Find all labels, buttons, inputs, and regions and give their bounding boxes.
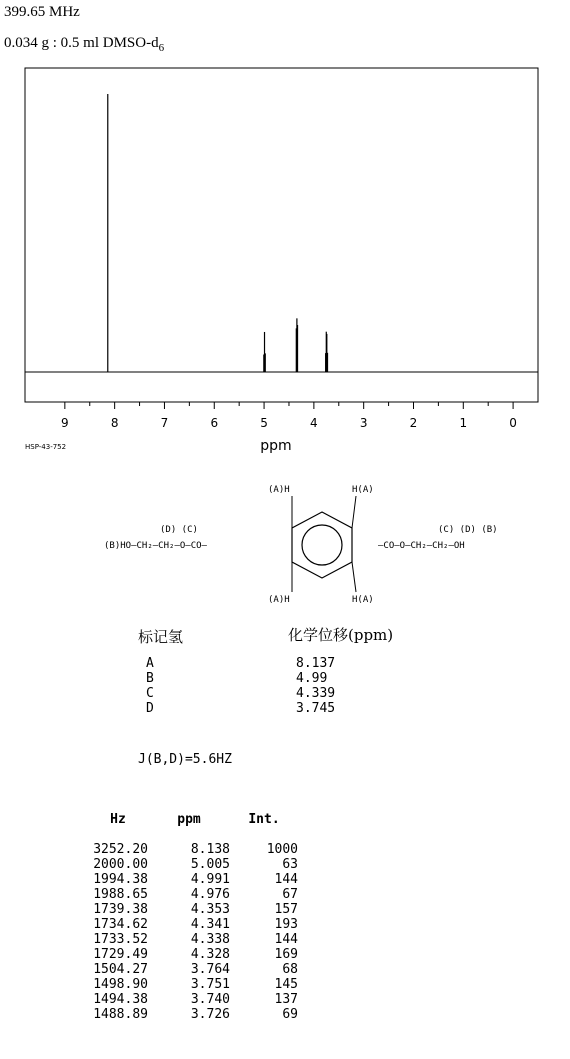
peak-hz: 1739.38: [93, 902, 148, 917]
peak-ppm: 4.991: [190, 872, 230, 887]
spectrometer-frequency: 399.65 MHz: [4, 4, 80, 20]
peak-row: [88, 917, 298, 932]
assign-shift: 8.137: [296, 656, 336, 671]
peak-int: 69: [282, 1007, 298, 1022]
peak-ppm: 4.353: [190, 902, 230, 917]
sample-subscript: 6: [158, 42, 165, 54]
x-axis-label: ppm: [260, 438, 292, 454]
peaks-layer: [108, 94, 328, 372]
right-chain: —CO—O—CH₂—CH₂—OH: [378, 541, 465, 551]
peak-row: [88, 932, 298, 947]
peak-ppm: 3.740: [190, 992, 230, 1007]
peak-hz: 1488.89: [93, 1007, 148, 1022]
label-a-top-left: (A)H: [268, 485, 290, 495]
label-a-bottom-left: (A)H: [268, 595, 290, 605]
assignment-row: [138, 656, 335, 671]
peak-row: [88, 977, 298, 992]
peak-ppm: 3.764: [190, 962, 230, 977]
peak-int: 169: [274, 947, 298, 962]
peak-row: [88, 902, 298, 917]
peak-ppm: 4.338: [190, 932, 230, 947]
nmr-spectrum-chart: [0, 0, 570, 470]
peak-row: [88, 857, 298, 872]
peak-ppm: 5.005: [190, 857, 230, 872]
sample-text: 0.034 g : 0.5 ml DMSO-d: [4, 35, 159, 51]
assignment-table: [138, 656, 335, 716]
peak-hz: 1988.65: [93, 887, 148, 902]
tick-label: 5: [260, 416, 268, 430]
tick-label: 0: [509, 416, 517, 430]
peak-hz: 1504.27: [93, 962, 148, 977]
assign-shift: 4.339: [296, 686, 336, 701]
peak-int: 67: [282, 887, 298, 902]
peak-int: 157: [274, 902, 298, 917]
peak-ppm: 3.726: [190, 1007, 230, 1022]
peak-row: [88, 872, 298, 887]
peak-ppm: 4.341: [190, 917, 230, 932]
bond-h-top-right: [352, 496, 356, 528]
peak-row: [88, 1007, 298, 1022]
aromatic-circle: [302, 525, 342, 565]
peak-hz: 2000.00: [93, 857, 148, 872]
peak-hz: 3252.20: [93, 842, 148, 857]
assignment-row: [138, 671, 335, 686]
peak-int: 63: [282, 857, 298, 872]
ppm-header: ppm: [177, 812, 201, 827]
tick-label: 8: [110, 416, 119, 430]
assign-shift: 3.745: [296, 701, 336, 716]
tick-label: 7: [160, 416, 169, 430]
assignment-row: [138, 701, 335, 716]
peak-ppm: 3.751: [190, 977, 230, 992]
bond-h-bottom-right: [352, 562, 356, 592]
peak-int: 144: [274, 872, 298, 887]
int-header: Int.: [248, 812, 280, 827]
assign-label: B: [146, 671, 154, 686]
x-axis-ticks: [61, 402, 517, 430]
right-chain-letters: (C) (D) (B): [438, 525, 498, 535]
peak-row: [88, 992, 298, 1007]
peak-int: 137: [274, 992, 298, 1007]
peak-hz: 1498.90: [93, 977, 148, 992]
col-label-header: 标记氢: [138, 628, 184, 646]
left-chain: (B)HO—CH₂—CH₂—O—CO—: [104, 541, 207, 551]
tick-label: 6: [210, 416, 219, 430]
peak-hz: 1729.49: [93, 947, 148, 962]
peak-ppm: 4.328: [190, 947, 230, 962]
peak-row: [88, 947, 298, 962]
peak-table-header: [88, 810, 298, 830]
col-shift-header: 化学位移(ppm): [288, 626, 394, 644]
peak-hz: 1733.52: [93, 932, 148, 947]
peak-hz: 1994.38: [93, 872, 148, 887]
assignment-row: [138, 686, 335, 701]
peak-int: 1000: [266, 842, 298, 857]
tick-label: 3: [359, 416, 368, 430]
peak-table: [88, 810, 298, 1022]
peak-ppm: 8.138: [190, 842, 230, 857]
assign-shift: 4.99: [296, 671, 328, 686]
peak-int: 68: [282, 962, 298, 977]
spectrum-code: HSP-43-752: [25, 443, 67, 451]
assign-label: A: [146, 656, 154, 671]
hz-header: Hz: [110, 812, 126, 827]
label-a-top-right: H(A): [352, 485, 374, 495]
peak-row: [88, 962, 298, 977]
tick-label: 9: [61, 416, 69, 430]
label-a-bottom-right: H(A): [352, 595, 374, 605]
benzene-ring: [292, 512, 352, 578]
peak-int: 144: [274, 932, 298, 947]
assign-label: C: [146, 686, 154, 701]
tick-label: 4: [310, 416, 318, 430]
peak-row: [88, 887, 298, 902]
tick-label: 2: [409, 416, 418, 430]
chemical-structure: [0, 478, 570, 618]
left-chain-letters: (D) (C): [160, 525, 198, 535]
coupling-constant: J(B,D)=5.6HZ: [138, 752, 232, 767]
tick-label: 1: [459, 416, 468, 430]
peak-hz: 1494.38: [93, 992, 148, 1007]
peak-int: 193: [274, 917, 298, 932]
assign-label: D: [146, 701, 154, 716]
peak-ppm: 4.976: [190, 887, 230, 902]
plot-frame: [25, 68, 538, 402]
peak-int: 145: [274, 977, 298, 992]
peak-row: [88, 842, 298, 857]
peak-hz: 1734.62: [93, 917, 148, 932]
